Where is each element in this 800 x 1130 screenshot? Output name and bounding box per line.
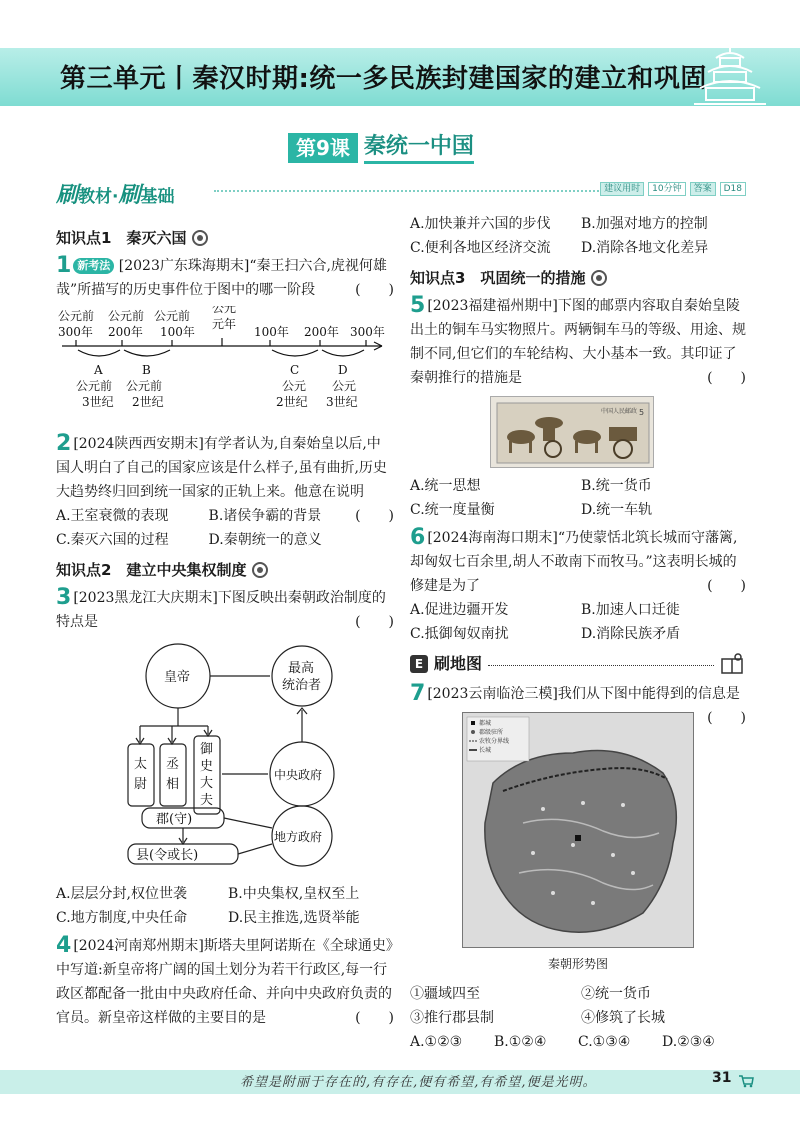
- statement-2: ②统一货币: [581, 986, 651, 1002]
- question-number: 2: [56, 431, 72, 456]
- question-1: [56, 254, 394, 302]
- time-info: 建议用时 10分钟 答案 D18: [600, 182, 746, 196]
- svg-text:郡级驻所: 郡级驻所: [479, 729, 504, 736]
- tick-label: 公元: [212, 306, 237, 315]
- tick-label: 200年: [108, 325, 143, 339]
- question-text: [2023广东珠海期末]“秦王扫六合,虎视何雄哉”所描写的历史事件位于图中的哪一阶段: [56, 258, 387, 298]
- svg-text:夫: 夫: [200, 793, 214, 808]
- question-4: [56, 934, 394, 1030]
- option-d[interactable]: D.消除各地文化差异: [581, 240, 709, 256]
- svg-text:史: 史: [200, 759, 214, 774]
- svg-text:中国人民邮政: 中国人民邮政: [601, 408, 638, 415]
- svg-text:3世纪: 3世纪: [326, 395, 358, 409]
- new-method-tag: 新考法: [73, 258, 114, 274]
- unit-header: [0, 48, 800, 106]
- section-bar: [56, 180, 746, 208]
- statement-4: ④修筑了长城: [581, 1010, 665, 1026]
- question-2-options: [56, 504, 355, 552]
- tick-label: 100年: [254, 325, 289, 339]
- question-7-options: [410, 1030, 746, 1054]
- option-c[interactable]: C.秦灭六国的过程: [56, 532, 169, 548]
- supreme-node: [272, 646, 332, 706]
- lesson-title: [288, 132, 474, 164]
- right-column: [410, 212, 746, 1054]
- svg-text:农牧分界线: 农牧分界线: [479, 738, 510, 745]
- svg-text:3世纪: 3世纪: [82, 395, 114, 409]
- svg-text:大: 大: [200, 776, 214, 791]
- question-text: [2023福建福州期中]下图的邮票内容取自秦始皇陵出土的铜车马实物照片。两辆铜车马的等级、用途、规制不同,但它们的车轮结构、大小基本一致。其印证了秦朝推行的措施是: [410, 298, 746, 386]
- chariot-image: [491, 397, 655, 469]
- option-d[interactable]: D.民主推选,选贤举能: [228, 910, 360, 926]
- option-d[interactable]: D.②③④: [662, 1034, 715, 1050]
- knowledge-point-3: 知识点3 巩固统一的措施: [410, 266, 746, 290]
- reader-icon: [720, 653, 746, 675]
- svg-text:都城: 都城: [479, 720, 492, 727]
- left-column: [56, 222, 394, 1030]
- svg-text:5: 5: [639, 408, 645, 417]
- question-number: 6: [410, 525, 426, 550]
- svg-text:2世纪: 2世纪: [276, 395, 308, 409]
- option-a[interactable]: A.促进边疆开发: [410, 602, 509, 618]
- option-c[interactable]: C.便利各地区经济交流: [410, 240, 551, 256]
- option-b[interactable]: B.加强对地方的控制: [581, 216, 708, 232]
- lesson-name: 秦统一中国: [364, 133, 474, 164]
- option-d[interactable]: D.统一车轨: [581, 502, 653, 518]
- option-a[interactable]: A.王室衰微的表现: [56, 508, 169, 524]
- segment-label-c: C: [290, 363, 300, 377]
- tick-label: 公元前: [154, 309, 191, 323]
- tick-label: 200年: [304, 325, 339, 339]
- cart-icon: [738, 1074, 754, 1088]
- svg-text:公元前: 公元前: [76, 379, 113, 393]
- tick-label: 300年: [58, 325, 93, 339]
- question-text: [2024河南郑州期末]斯塔夫里阿诺斯在《全球通史》中写道:新皇帝将广阔的国土划分为若干行政区,每一行政区都配备一批由中央政府任命、并向中央政府负责的官员。新皇帝这样做的主要目的是: [56, 938, 393, 1026]
- statement-1: ①疆域四至: [410, 986, 480, 1002]
- svg-text:公元前: 公元前: [126, 379, 163, 393]
- question-4-options: [410, 212, 746, 260]
- question-5-options: [410, 474, 746, 522]
- page-footer: [0, 1070, 800, 1094]
- option-b[interactable]: B.中央集权,皇权至上: [228, 886, 360, 902]
- question-3: [56, 586, 394, 634]
- option-d[interactable]: D.消除民族矛盾: [581, 626, 681, 642]
- option-b[interactable]: B.统一货币: [581, 478, 652, 494]
- svg-text:御: 御: [200, 742, 214, 757]
- svg-text:公元: 公元: [332, 379, 357, 393]
- answer-paren: ( ): [355, 508, 394, 524]
- map-divider: [488, 665, 714, 666]
- question-5: [410, 294, 746, 390]
- question-6: [410, 526, 746, 598]
- footer-quote: 希望是附丽于存在的,有存在,便有希望,有希望,便是光明。: [240, 1075, 597, 1090]
- svg-text:丞: 丞: [166, 757, 180, 772]
- option-b[interactable]: B.加速人口迁徙: [581, 602, 680, 618]
- map-practice-header: E 刷地图: [410, 652, 746, 676]
- question-number: 5: [410, 293, 426, 318]
- question-6-options: [410, 598, 746, 646]
- option-a[interactable]: A.加快兼并六国的步伐: [410, 216, 551, 232]
- answer-paren: ( ): [707, 710, 746, 726]
- answer-paren: ( ): [707, 370, 746, 386]
- option-a[interactable]: A.①②③: [410, 1034, 463, 1050]
- taiwei-box: [128, 744, 154, 806]
- svg-text:地方政府: 地方政府: [274, 830, 323, 844]
- political-system-diagram: [56, 642, 394, 870]
- svg-text:2世纪: 2世纪: [132, 395, 164, 409]
- segment-label-b: B: [142, 363, 151, 377]
- tick-label: 公元前: [108, 309, 145, 323]
- section-divider: [214, 190, 634, 192]
- target-icon: [192, 230, 208, 246]
- question-number: 4: [56, 933, 72, 958]
- question-number: 1: [56, 253, 72, 278]
- map-image: [463, 713, 694, 948]
- svg-text:统治者: 统治者: [282, 678, 322, 693]
- question-number: 3: [56, 585, 72, 610]
- segment-label-a: A: [94, 363, 103, 377]
- answer-paren: ( ): [707, 578, 746, 594]
- statement-3: ③推行郡县制: [410, 1010, 494, 1026]
- svg-text:皇帝: 皇帝: [164, 670, 191, 685]
- option-a[interactable]: A.层层分封,权位世袭: [56, 886, 188, 902]
- knowledge-point-2: 知识点2 建立中央集权制度: [56, 558, 394, 582]
- section-name: 刷教材·刷基础: [56, 183, 175, 208]
- knowledge-point-1: 知识点1 秦灭六国: [56, 226, 394, 250]
- svg-text:长城: 长城: [479, 747, 492, 754]
- map-badge-icon: E: [410, 655, 428, 673]
- lesson-number: 第9课: [288, 133, 358, 163]
- answer-paren: ( ): [355, 1010, 394, 1026]
- svg-text:中央政府: 中央政府: [274, 768, 323, 782]
- option-c[interactable]: C.①③④: [578, 1034, 631, 1050]
- answer-paren: ( ): [355, 282, 394, 298]
- qin-dynasty-map: [462, 712, 694, 948]
- question-text: [2023黑龙江大庆期末]下图反映出秦朝政治制度的特点是: [56, 590, 386, 630]
- svg-text:郡(守): 郡(守): [156, 812, 193, 827]
- question-text: [2024海南海口期末]“乃使蒙恬北筑长城而守藩篱,却匈奴七百余里,胡人不敢南下而牧马。”这表明长城的修建是为了: [410, 530, 738, 594]
- tick-label: 100年: [160, 325, 195, 339]
- target-icon: [591, 270, 607, 286]
- svg-text:相: 相: [166, 777, 180, 792]
- question-3-options: [56, 882, 394, 930]
- question-text: [2023云南临沧三模]我们从下图中能得到的信息是: [427, 686, 740, 702]
- option-a[interactable]: A.统一思想: [410, 478, 481, 494]
- unit-title: 第三单元丨秦汉时期:统一多民族封建国家的建立和巩固: [60, 64, 707, 94]
- svg-text:公元: 公元: [282, 379, 307, 393]
- page-number: 31: [712, 1070, 732, 1086]
- option-b[interactable]: B.①②④: [494, 1034, 547, 1050]
- answer-paren: ( ): [355, 614, 394, 630]
- bronze-chariot-stamp: [490, 396, 654, 468]
- option-c[interactable]: C.地方制度,中央任命: [56, 910, 188, 926]
- svg-text:最高: 最高: [288, 661, 315, 676]
- svg-text:县(令或长): 县(令或长): [136, 848, 199, 863]
- svg-text:太: 太: [134, 757, 148, 772]
- timeline-diagram: [56, 306, 394, 416]
- option-c[interactable]: C.统一度量衡: [410, 502, 495, 518]
- option-c[interactable]: C.抵御匈奴南扰: [410, 626, 509, 642]
- option-b[interactable]: B.诸侯争霸的背景: [208, 508, 322, 524]
- question-text: [2024陕西西安期末]有学者认为,自秦始皇以后,中国人明白了自己的国家应该是什么样子,虽有曲折,历史大趋势终归回到统一国家的正轨上来。他意在说明: [56, 436, 387, 500]
- question-7-statements: [410, 982, 746, 1030]
- option-d[interactable]: D.秦朝统一的意义: [208, 532, 322, 548]
- target-icon: [252, 562, 268, 578]
- segment-label-d: D: [338, 363, 348, 377]
- chengxiang-box: [160, 744, 186, 806]
- svg-text:尉: 尉: [134, 777, 148, 792]
- question-number: 7: [410, 681, 426, 706]
- map-caption: 秦朝形势图: [547, 957, 608, 971]
- tick-label: 元年: [212, 317, 237, 331]
- tick-label: 300年: [350, 325, 385, 339]
- tick-label: 公元前: [58, 309, 95, 323]
- temple-icon: [690, 44, 770, 106]
